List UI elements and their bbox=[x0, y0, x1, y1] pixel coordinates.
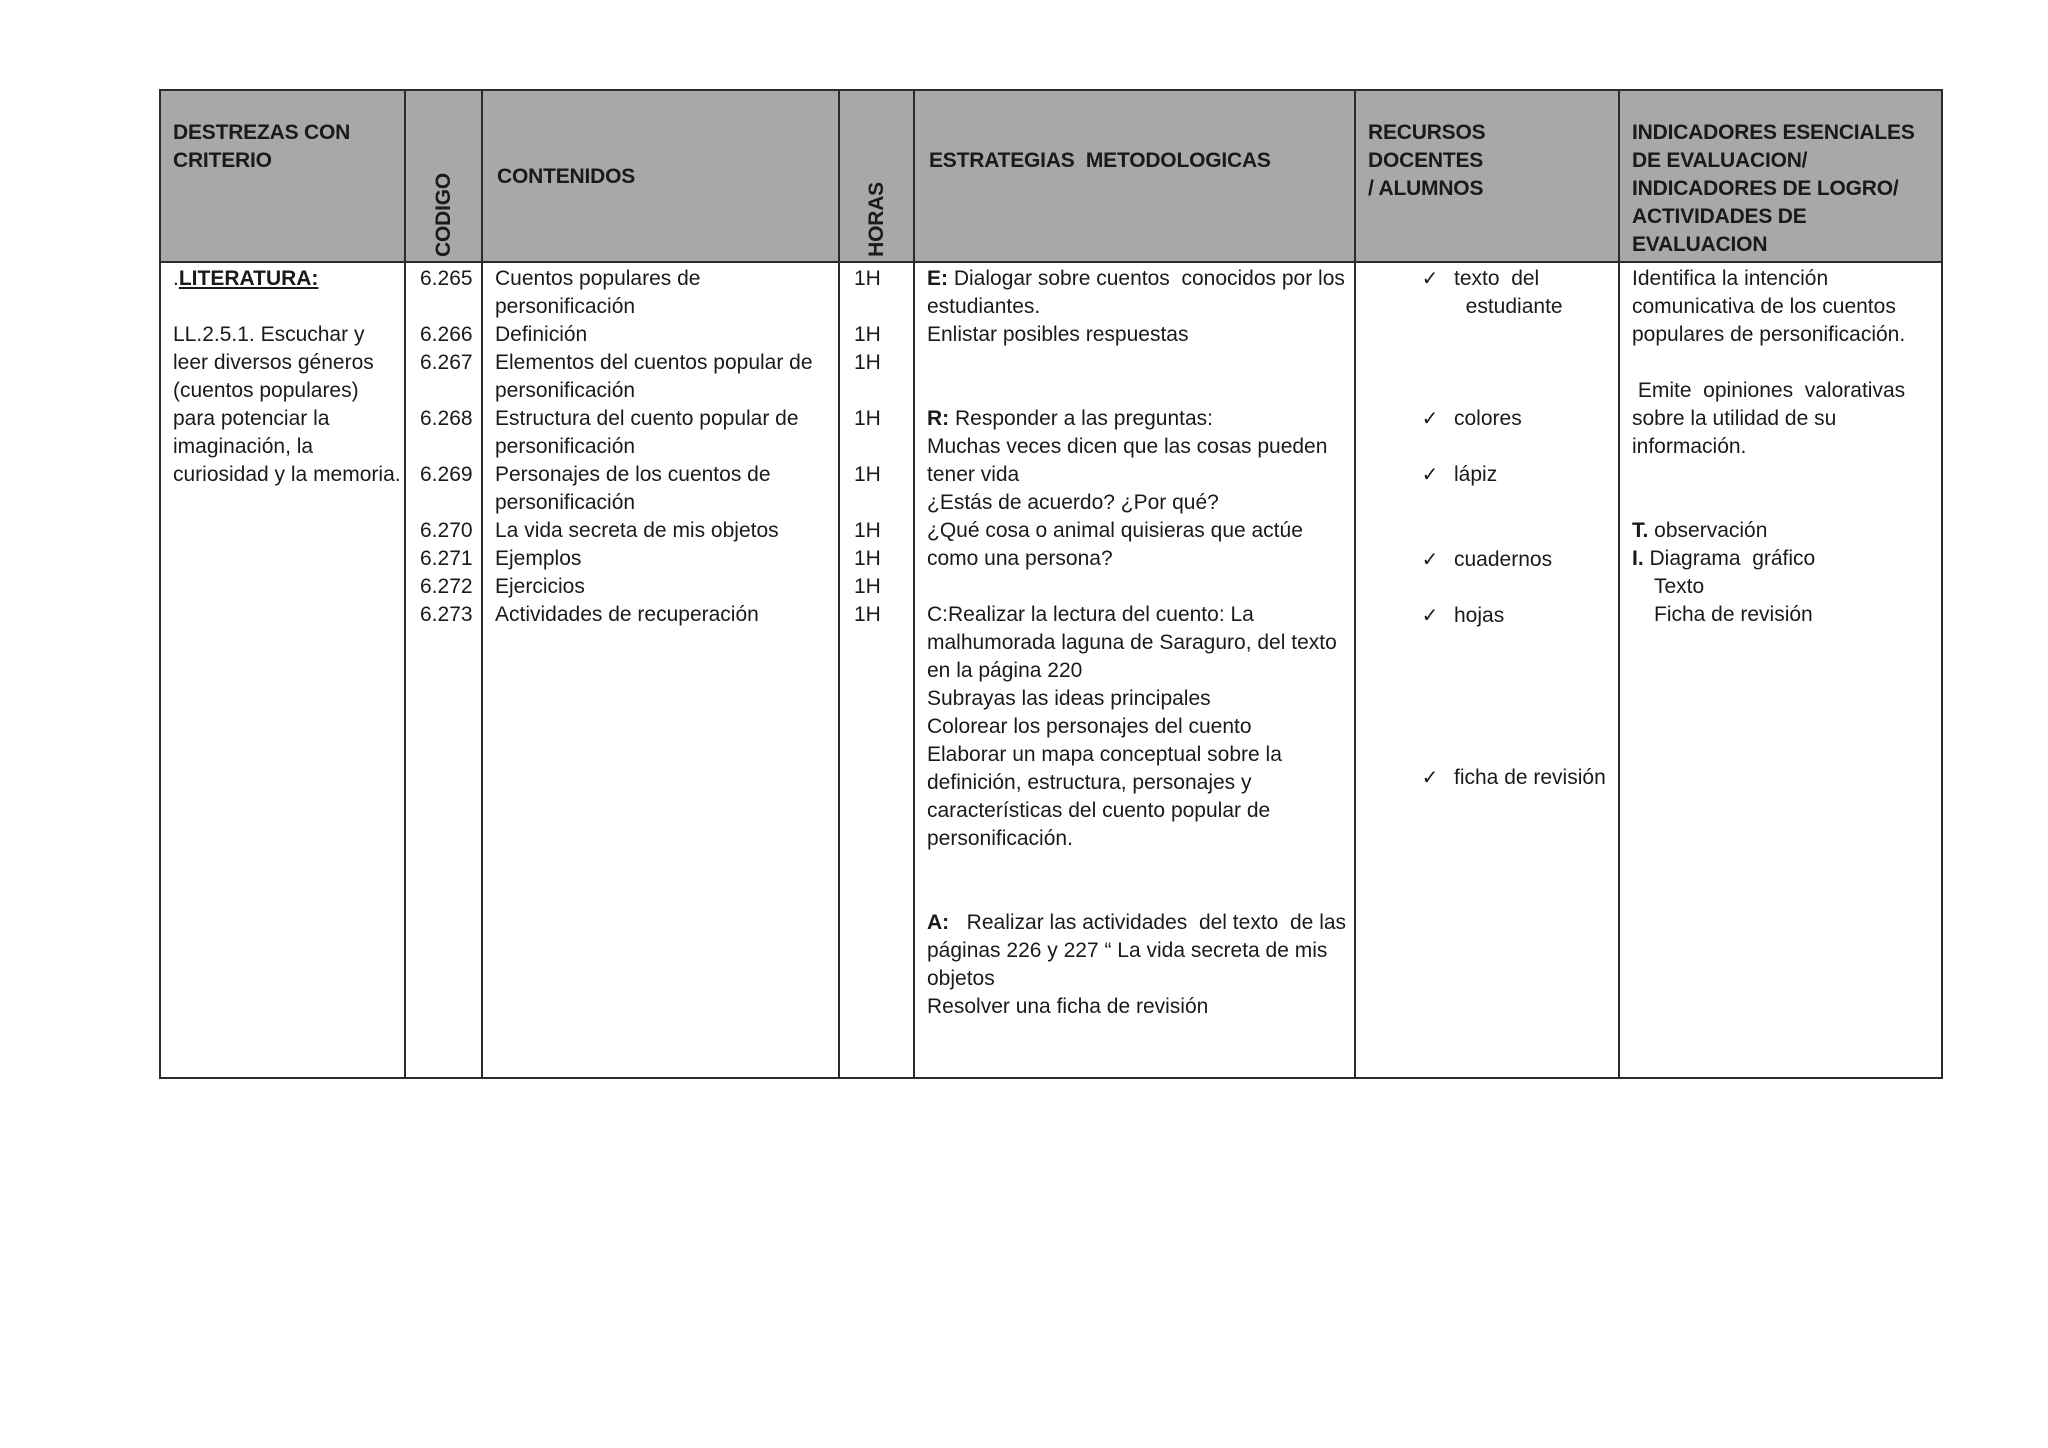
tecnica-line: T. observación bbox=[1632, 519, 1768, 542]
hora-item: 1H bbox=[854, 547, 881, 570]
indicadores-cell bbox=[1619, 262, 1942, 1078]
recurso-item bbox=[1406, 764, 1608, 792]
header-indicadores-line4: ACTIVIDADES DE bbox=[1632, 205, 1807, 228]
recurso-item bbox=[1406, 461, 1608, 489]
codigo-item bbox=[420, 433, 471, 461]
estrategia-line: Muchas veces dicen que las cosas pueden bbox=[927, 435, 1328, 458]
estrategia-line: Resolver una ficha de revisión bbox=[927, 995, 1209, 1018]
contenido-item: Estructura del cuento popular de bbox=[495, 407, 799, 430]
indicador-line: populares de personificación. bbox=[1632, 323, 1906, 346]
destreza-line: curiosidad y la memoria. bbox=[173, 463, 401, 486]
codigo-item: 6.268 bbox=[420, 407, 473, 430]
destreza-line: para potenciar la bbox=[173, 407, 330, 430]
codigo-item: 6.269 bbox=[420, 463, 473, 486]
header-horas-label: HORAS bbox=[864, 182, 888, 257]
codigo-item bbox=[420, 489, 471, 517]
contenido-item: Elementos del cuentos popular de bbox=[495, 351, 813, 374]
estrategia-line: características del cuento popular de bbox=[927, 799, 1271, 822]
recurso-label: hojas bbox=[1454, 604, 1505, 627]
contenido-item: personificación bbox=[495, 435, 636, 458]
estrategia-line: en la página 220 bbox=[927, 659, 1083, 682]
destreza-line: LL.2.5.1. Escuchar y bbox=[173, 323, 365, 346]
estrategia-r-line: R: Responder a las preguntas: bbox=[927, 407, 1214, 430]
estrategias-cell bbox=[914, 262, 1355, 1078]
hora-item: 1H bbox=[854, 575, 881, 598]
hora-item bbox=[854, 433, 903, 461]
codigo-item: 6.273 bbox=[420, 603, 473, 626]
literatura-title: LITERATURA: bbox=[178, 267, 319, 290]
header-estrategias bbox=[914, 90, 1355, 262]
estrategia-line: objetos bbox=[927, 967, 995, 990]
codigo-item: 6.271 bbox=[420, 547, 473, 570]
codigo-cell bbox=[405, 262, 482, 1078]
hora-item: 1H bbox=[854, 351, 881, 374]
header-contenidos-label: CONTENIDOS bbox=[497, 165, 636, 188]
estrategia-line: malhumorada laguna de Saraguro, del texto bbox=[927, 631, 1337, 654]
estrategia-line: estudiantes. bbox=[927, 295, 1041, 318]
destreza-line: imaginación, la bbox=[173, 435, 314, 458]
hora-item bbox=[854, 489, 903, 517]
instrumento-line: I. Diagrama gráfico bbox=[1632, 547, 1816, 570]
estrategia-line: personificación. bbox=[927, 827, 1073, 850]
hora-item bbox=[854, 377, 903, 405]
header-contenidos bbox=[482, 90, 839, 262]
horas-cell bbox=[839, 262, 914, 1078]
header-destrezas-line1: DESTREZAS CON bbox=[173, 121, 351, 144]
contenido-item: personificación bbox=[495, 295, 636, 318]
header-recursos bbox=[1355, 90, 1619, 262]
indicador-line: Texto bbox=[1654, 575, 1705, 598]
r-label: R: bbox=[927, 407, 950, 430]
hora-item: 1H bbox=[854, 267, 881, 290]
hora-item: 1H bbox=[854, 323, 881, 346]
contenido-item: La vida secreta de mis objetos bbox=[495, 519, 779, 542]
header-indicadores-line1: INDICADORES ESENCIALES bbox=[1632, 121, 1915, 144]
estrategia-a-line: A: Realizar las actividades del texto de las bbox=[927, 911, 1347, 934]
estrategia-line: definición, estructura, personajes y bbox=[927, 771, 1252, 794]
contenido-item: Definición bbox=[495, 323, 588, 346]
indicador-line: Emite opiniones valorativas bbox=[1632, 379, 1906, 402]
codigo-item bbox=[420, 293, 471, 321]
indicador-line: información. bbox=[1632, 435, 1747, 458]
recurso-item bbox=[1406, 265, 1608, 321]
recurso-label: lápiz bbox=[1454, 463, 1498, 486]
checkmark-icon: ✓ bbox=[1421, 549, 1439, 571]
codigo-item: 6.266 bbox=[420, 323, 473, 346]
estrategia-line: ¿Estás de acuerdo? ¿Por qué? bbox=[927, 491, 1219, 514]
recursos-cell bbox=[1355, 262, 1619, 1078]
header-indicadores-line5: EVALUACION bbox=[1632, 233, 1768, 256]
i-label: I. bbox=[1632, 547, 1644, 570]
a-label: A: bbox=[927, 911, 950, 934]
planning-table bbox=[159, 89, 1943, 1079]
estrategia-line: C:Realizar la lectura del cuento: La bbox=[927, 603, 1254, 626]
header-indicadores-line3: INDICADORES DE LOGRO/ bbox=[1632, 177, 1899, 200]
header-codigo-label: CODIGO bbox=[431, 173, 455, 257]
literatura-heading: .LITERATURA: bbox=[173, 267, 319, 290]
recurso-item bbox=[1406, 602, 1608, 630]
recurso-label: colores bbox=[1454, 407, 1522, 430]
checkmark-icon: ✓ bbox=[1421, 464, 1439, 486]
estrategia-line: Colorear los personajes del cuento bbox=[927, 715, 1252, 738]
contenido-item: personificación bbox=[495, 491, 636, 514]
indicador-line: comunicativa de los cuentos bbox=[1632, 295, 1896, 318]
contenido-item: Personajes de los cuentos de bbox=[495, 463, 771, 486]
recurso-label: cuadernos bbox=[1454, 548, 1553, 571]
contenido-item: Ejercicios bbox=[495, 575, 585, 598]
codigo-item: 6.272 bbox=[420, 575, 473, 598]
contenido-item: personificación bbox=[495, 379, 636, 402]
recurso-label: estudiante bbox=[1454, 295, 1563, 318]
contenidos-cell bbox=[482, 262, 839, 1078]
body-row bbox=[160, 262, 1942, 1078]
codigo-item: 6.267 bbox=[420, 351, 473, 374]
codigo-item bbox=[420, 377, 471, 405]
codigo-item: 6.270 bbox=[420, 519, 473, 542]
estrategia-line: Elaborar un mapa conceptual sobre la bbox=[927, 743, 1282, 766]
estrategia-line: ¿Qué cosa o animal quisieras que actúe bbox=[927, 519, 1303, 542]
header-indicadores-line2: DE EVALUACION/ bbox=[1632, 149, 1808, 172]
contenido-item: Actividades de recuperación bbox=[495, 603, 759, 626]
header-indicadores bbox=[1619, 90, 1942, 262]
destreza-line: leer diversos géneros bbox=[173, 351, 374, 374]
estrategia-line: tener vida bbox=[927, 463, 1020, 486]
hora-item: 1H bbox=[854, 407, 881, 430]
contenido-item: Cuentos populares de bbox=[495, 267, 701, 290]
header-recursos-line1: RECURSOS DOCENTES bbox=[1368, 121, 1486, 172]
estrategia-line: como una persona? bbox=[927, 547, 1113, 570]
hora-item: 1H bbox=[854, 463, 881, 486]
destreza-line: (cuentos populares) bbox=[173, 379, 359, 402]
indicador-line: sobre la utilidad de su bbox=[1632, 407, 1837, 430]
header-row bbox=[160, 90, 1942, 262]
hora-item bbox=[854, 293, 903, 321]
indicador-line: Ficha de revisión bbox=[1654, 603, 1813, 626]
recurso-item bbox=[1406, 405, 1608, 433]
estrategia-line: Enlistar posibles respuestas bbox=[927, 323, 1189, 346]
header-codigo bbox=[405, 90, 482, 262]
estrategia-e-line: E: Dialogar sobre cuentos conocidos por los bbox=[927, 267, 1345, 290]
t-label: T. bbox=[1632, 519, 1649, 542]
indicador-line: Identifica la intención bbox=[1632, 267, 1829, 290]
checkmark-icon: ✓ bbox=[1421, 605, 1439, 627]
recurso-label: ficha de revisión bbox=[1454, 766, 1606, 789]
codigo-item: 6.265 bbox=[420, 267, 473, 290]
header-recursos-line2: / ALUMNOS bbox=[1368, 177, 1484, 200]
checkmark-icon: ✓ bbox=[1421, 268, 1439, 290]
checkmark-icon: ✓ bbox=[1421, 767, 1439, 789]
estrategia-line: páginas 226 y 227 “ La vida secreta de mis bbox=[927, 939, 1328, 962]
header-horas bbox=[839, 90, 914, 262]
estrategia-line: Subrayas las ideas principales bbox=[927, 687, 1211, 710]
contenido-item: Ejemplos bbox=[495, 547, 582, 570]
hora-item: 1H bbox=[854, 603, 881, 626]
header-destrezas bbox=[160, 90, 405, 262]
header-estrategias-label: ESTRATEGIAS METODOLOGICAS bbox=[929, 149, 1271, 172]
e-label: E: bbox=[927, 267, 948, 290]
checkmark-icon: ✓ bbox=[1421, 408, 1439, 430]
header-destrezas-line2: CRITERIO bbox=[173, 149, 272, 172]
hora-item: 1H bbox=[854, 519, 881, 542]
recurso-item bbox=[1406, 546, 1608, 574]
recurso-label: texto del bbox=[1454, 267, 1540, 290]
destrezas-cell bbox=[160, 262, 405, 1078]
